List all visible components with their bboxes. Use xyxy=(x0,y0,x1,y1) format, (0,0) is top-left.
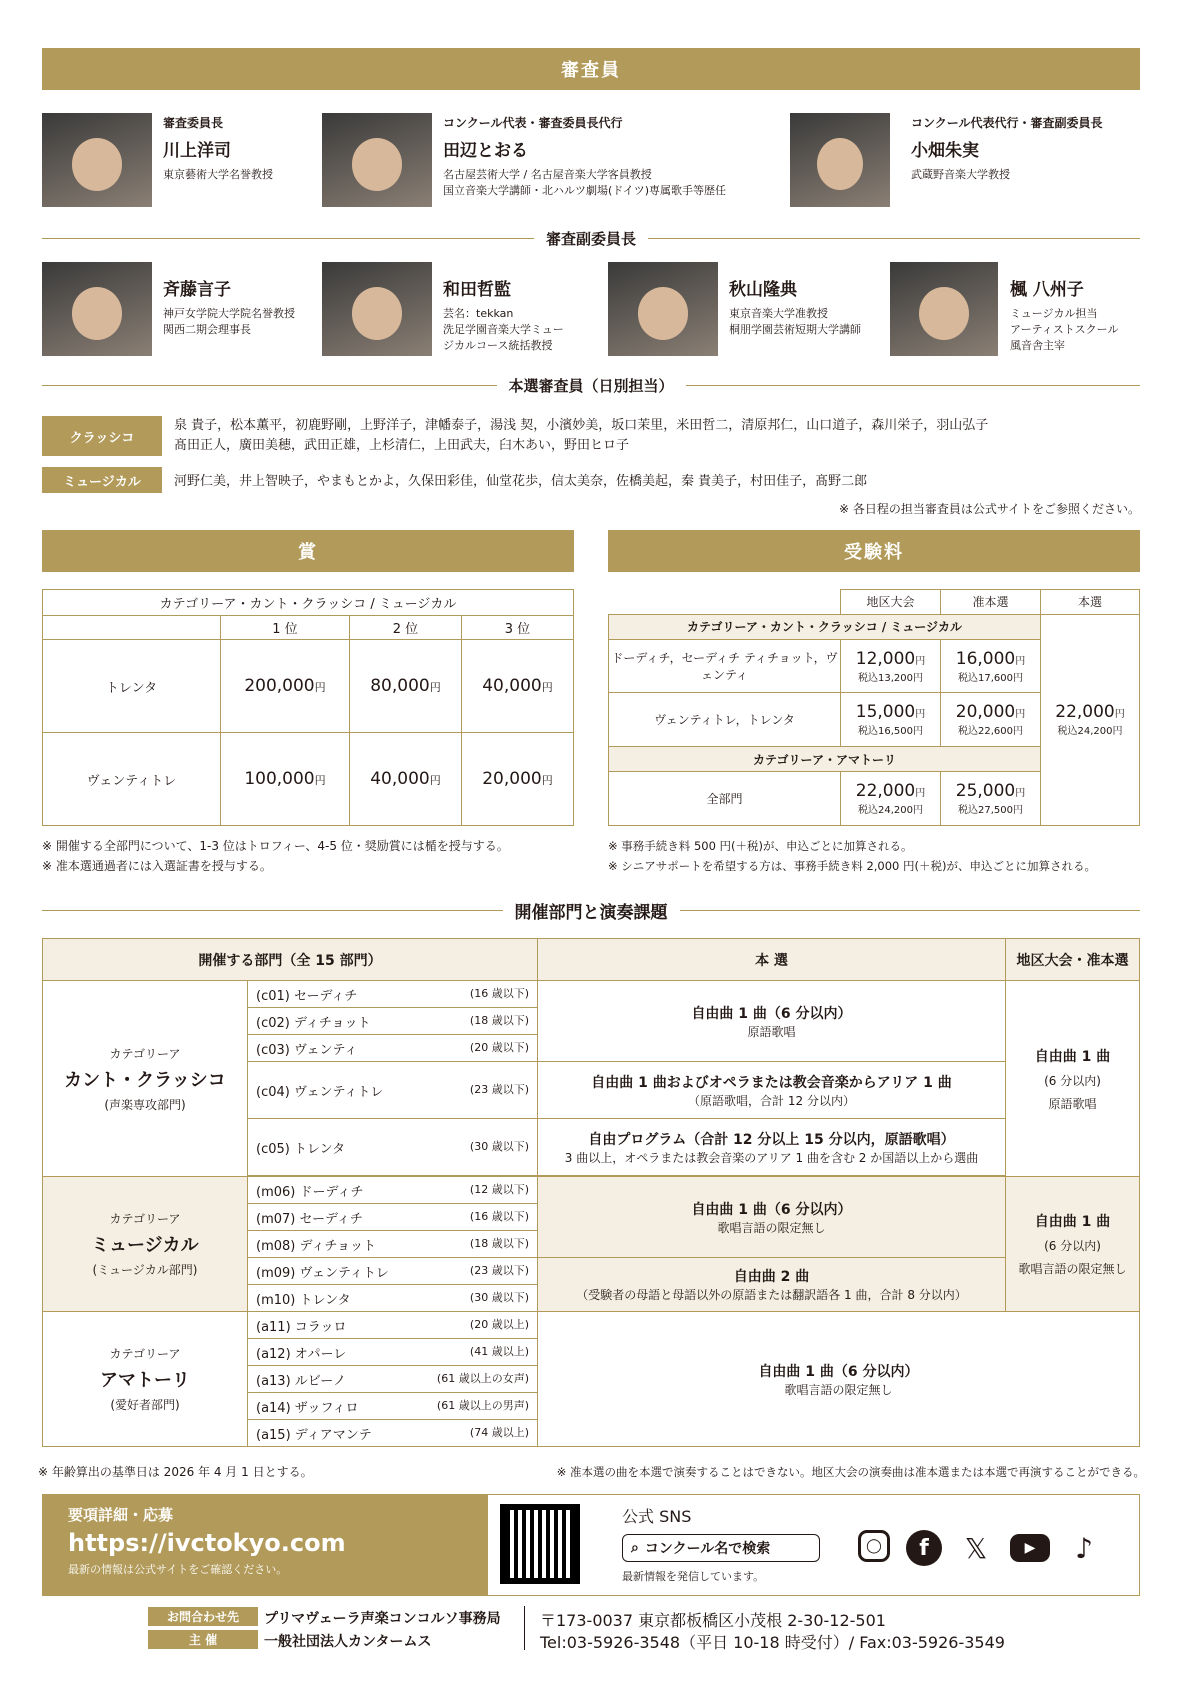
division-code: (m08) ディチョット xyxy=(256,1238,377,1254)
final-task-1 xyxy=(538,981,1006,1062)
judge-role: コンクール代表代行・審査副委員長 xyxy=(911,116,1103,130)
judge-desc: 桐朋学園芸術短期大学講師 xyxy=(729,323,861,336)
sns-label: 公式 SNS xyxy=(622,1507,692,1526)
division-age: (41 歳以上) xyxy=(469,1344,529,1358)
fee-title-bar xyxy=(608,530,1140,572)
cat-name: ミュージカル xyxy=(91,1235,199,1256)
judge-2 xyxy=(443,114,773,199)
cat-sub: (ミュージカル部門) xyxy=(92,1263,198,1277)
division-age: (30 歳以下) xyxy=(469,1139,529,1153)
division-age: (18 歳以下) xyxy=(469,1236,529,1250)
division-age: (20 歳以下) xyxy=(469,1040,529,1054)
fee-tax: 税込22,600円 xyxy=(958,726,1023,738)
prize-row-label: トレンタ xyxy=(43,640,221,733)
divisions-title: 開催部門と演奏課題 xyxy=(514,903,668,923)
fee-tax: 税込13,200円 xyxy=(858,672,923,684)
fee-cat-1: カテゴリーア・カント・クラッシコ / ミュージカル xyxy=(609,614,1041,639)
division-code: (c04) ヴェンティトレ xyxy=(256,1084,384,1100)
contact-name: プリマヴェーラ声楽コンコルソ事務局 xyxy=(264,1611,501,1627)
musical-tag: ミュージカル xyxy=(42,467,162,493)
judge-photo-3 xyxy=(790,113,890,207)
prize-head-3: 3 位 xyxy=(461,616,573,640)
fee-head-1: 地区大会 xyxy=(841,590,941,615)
divisions-divider xyxy=(42,898,1140,923)
musical-judges: 河野仁美，井上智映子，やまもとかよ，久保田彩佳，仙堂花歩，信太美奈，佐橋美起，秦 貴美子，村田佳子，髙野二郎 xyxy=(174,474,868,489)
fee-row-label: ドーディチ，セーディチ ティチョット，ヴェンティ xyxy=(609,639,841,693)
div-note-1: ※ 年齢算出の基準日は 2026 年 4 月 1 日とする。 xyxy=(38,1465,313,1479)
judge-3 xyxy=(911,114,1141,183)
division-code: (a15) ディアマンテ xyxy=(256,1427,372,1443)
fee-final: 22,000 xyxy=(1055,702,1115,723)
category-amatori xyxy=(43,1312,248,1447)
yen: 円 xyxy=(429,774,441,787)
judge-desc: 関西二期会理事長 xyxy=(163,323,251,336)
judge-name: 斉藤言子 xyxy=(163,280,231,300)
task-line: (6 分以内) xyxy=(1044,1239,1101,1253)
prize-value: 40,000 xyxy=(482,676,542,696)
division-age: (23 歳以下) xyxy=(469,1263,529,1277)
vice-judge-3 xyxy=(729,270,889,338)
yen: 円 xyxy=(915,709,926,721)
task-line: 原語歌唱 xyxy=(1048,1096,1097,1111)
prize-title: 賞 xyxy=(298,542,318,563)
judge-name: 田辺とおる xyxy=(443,141,528,161)
division-item xyxy=(248,1258,538,1285)
division-code: (c05) トレンタ xyxy=(256,1141,346,1157)
prize-value: 40,000 xyxy=(370,769,430,789)
classico-judges xyxy=(174,416,1140,456)
final-task-4 xyxy=(538,1177,1006,1258)
judge-name: 和田哲監 xyxy=(443,280,511,300)
cat-name: カント・クラッシコ xyxy=(64,1069,226,1091)
yen: 円 xyxy=(1114,709,1125,721)
division-item xyxy=(248,1285,538,1312)
fee-row-label: 全部門 xyxy=(609,772,841,826)
x-icon[interactable]: 𝕏 xyxy=(964,1531,988,1565)
division-code: (a14) ザッフィロ xyxy=(256,1400,359,1416)
prize-value: 100,000 xyxy=(244,769,315,789)
division-code: (c01) セーディチ xyxy=(256,988,358,1004)
task-line: 自由曲 1 曲（6 分以内） xyxy=(691,1201,852,1218)
task-line: 3 曲以上，オペラまたは教会音楽のアリア 1 曲を含む 2 か国語以上から選曲 xyxy=(564,1150,979,1165)
vice-judge-2 xyxy=(443,270,593,354)
classico-tag: クラッシコ xyxy=(42,416,162,456)
vice-judge-1 xyxy=(163,270,313,338)
judge-photo-2 xyxy=(322,113,432,207)
judge-name: 秋山隆典 xyxy=(729,280,797,300)
fee-row-label: ヴェンティトレ，トレンタ xyxy=(609,693,841,747)
prize-note: ※ 開催する全部門について、1-3 位はトロフィー、4-5 位・奨励賞には楯を授与する。 xyxy=(42,839,509,853)
prize-head-2: 2 位 xyxy=(349,616,461,640)
youtube-icon[interactable]: ▶ xyxy=(1010,1534,1050,1562)
judge-desc: アーティストスクール xyxy=(1010,323,1119,336)
yen: 円 xyxy=(314,681,326,694)
judge-desc: 国立音楽大学講師・北ハルツ劇場(ドイツ)専属歌手等歴任 xyxy=(443,184,727,197)
division-item xyxy=(248,1231,538,1258)
prize-value: 20,000 xyxy=(482,769,542,789)
div-head-3: 地区大会・准本選 xyxy=(1006,939,1140,981)
division-age: (23 歳以下) xyxy=(469,1082,529,1096)
division-age: (18 歳以下) xyxy=(469,1013,529,1027)
fee-cat-2: カテゴリーア・アマトーリ xyxy=(609,747,1041,772)
task-line: (6 分以内) xyxy=(1044,1073,1101,1088)
division-item xyxy=(248,1008,538,1035)
cat-prefix: カテゴリーア xyxy=(109,1212,181,1226)
judge-desc: ジカルコース統括教授 xyxy=(443,339,553,352)
vice-title: 審査副委員長 xyxy=(546,230,637,248)
fee-tax: 税込16,500円 xyxy=(858,726,923,738)
fee-note: ※ シニアサポートを希望する方は、事務手続き料 2,000 円(＋税)が、申込ごとに加算される。 xyxy=(608,859,1096,873)
task-line: 歌唱言語の限定無し xyxy=(717,1220,826,1235)
vice-photo-3 xyxy=(608,262,718,356)
judge-role: 審査委員長 xyxy=(163,116,224,130)
search-text: コンクール名で検索 xyxy=(644,1541,771,1557)
division-age: (61 歳以上の男声) xyxy=(436,1398,529,1412)
apply-label: 要項詳細・応募 xyxy=(68,1506,174,1524)
judge-desc: 武蔵野音楽大学教授 xyxy=(911,168,1010,181)
fee-table xyxy=(608,589,1140,826)
prize-value: 200,000 xyxy=(244,676,315,696)
task-line: 自由曲 2 曲 xyxy=(733,1269,810,1285)
daily-divider xyxy=(42,375,1140,396)
division-item xyxy=(248,1119,538,1176)
judges-title-bar xyxy=(42,48,1140,90)
sns-note: 最新情報を発信しています。 xyxy=(622,1570,765,1583)
fee-value: 15,000 xyxy=(855,702,916,723)
judge-desc: 東京音楽大学准教授 xyxy=(729,307,828,320)
divisions-table xyxy=(42,938,1140,1447)
yen: 円 xyxy=(429,681,441,694)
cat-prefix: カテゴリーア xyxy=(109,1347,181,1361)
fee-title: 受験料 xyxy=(844,542,904,563)
fee-tax: 税込17,600円 xyxy=(958,672,1023,684)
division-code: (m07) セーディチ xyxy=(256,1211,363,1227)
sns-icons xyxy=(858,1530,1102,1566)
division-age: (16 歳以下) xyxy=(469,986,529,1000)
judge-desc: 神戸女学院大学院名誉教授 xyxy=(163,307,295,320)
div-head-2: 本 選 xyxy=(538,939,1006,981)
search-icon: ⌕ xyxy=(631,1540,639,1556)
tiktok-icon[interactable]: ♪ xyxy=(1075,1531,1093,1565)
judge-1 xyxy=(163,114,313,183)
footer-divider xyxy=(524,1606,525,1650)
task-line: 自由曲 1 曲 xyxy=(1034,1214,1111,1230)
classico-line-2: 髙田正人，廣田美穂，武田正雄，上杉清仁，上田武夫，臼木あい，野田ヒロ子 xyxy=(174,438,630,453)
judge-desc: 風音舎主宰 xyxy=(1010,339,1065,352)
category-musical xyxy=(43,1177,248,1312)
division-item xyxy=(248,1035,538,1062)
fee-value: 22,000 xyxy=(855,781,916,802)
fee-head-2: 准本選 xyxy=(941,590,1041,615)
yen: 円 xyxy=(314,774,326,787)
final-task-3 xyxy=(538,1119,1006,1176)
fee-value: 20,000 xyxy=(955,702,1016,723)
division-item xyxy=(248,1204,538,1231)
division-code: (c03) ヴェンティ xyxy=(256,1042,358,1058)
prize-head-1: 1 位 xyxy=(221,616,350,640)
fee-value: 12,000 xyxy=(855,648,916,669)
fee-note: ※ 事務手続き料 500 円(＋税)が、申込ごとに加算される。 xyxy=(608,839,913,853)
div-head-1: 開催する部門（全 15 部門） xyxy=(43,939,538,981)
vice-photo-2 xyxy=(322,262,432,356)
final-task-6 xyxy=(538,1312,1140,1447)
division-age: (61 歳以上の女声) xyxy=(436,1371,529,1385)
division-age: (20 歳以上) xyxy=(469,1317,529,1331)
judge-desc: 東京藝術大学名誉教授 xyxy=(163,168,273,181)
daily-note: ※ 各日程の担当審査員は公式サイトをご参照ください。 xyxy=(838,502,1140,516)
division-item xyxy=(248,1177,538,1204)
judge-name: 川上洋司 xyxy=(163,141,231,161)
division-item xyxy=(248,1312,538,1339)
yen: 円 xyxy=(915,788,926,800)
task-line: 自由プログラム（合計 12 分以上 15 分以内，原語歌唱） xyxy=(588,1131,955,1148)
judge-desc: 芸名：tekkan xyxy=(443,307,514,320)
yen: 円 xyxy=(1015,788,1026,800)
division-age: (12 歳以下) xyxy=(469,1182,529,1196)
host-tag: 主 催 xyxy=(148,1630,258,1649)
cat-sub: (愛好者部門) xyxy=(110,1398,180,1412)
div-note-2: ※ 准本選の曲を本選で演奏することはできない。地区大会の演奏曲は准本選または本選で再演することができる。 xyxy=(556,1465,1145,1479)
category-classico xyxy=(43,981,248,1177)
task-line: 歌唱言語の限定無し xyxy=(1018,1262,1127,1276)
host-name: 一般社団法人カンタームス xyxy=(264,1634,432,1650)
division-code: (a13) ルビーノ xyxy=(256,1373,347,1389)
yen: 円 xyxy=(541,681,553,694)
division-item xyxy=(248,1393,538,1420)
task-line: 自由曲 1 曲（6 分以内） xyxy=(758,1363,919,1380)
qr-code[interactable] xyxy=(500,1504,580,1584)
division-item xyxy=(248,1420,538,1447)
prize-category: カテゴリーア・カント・クラッシコ / ミュージカル xyxy=(43,590,574,616)
vice-photo-1 xyxy=(42,262,152,356)
division-code: (a12) オパーレ xyxy=(256,1346,347,1362)
fee-head-3: 本選 xyxy=(1041,590,1140,615)
division-code: (m06) ドーディチ xyxy=(256,1184,364,1200)
vice-divider xyxy=(42,228,1140,249)
fee-tax: 税込24,200円 xyxy=(858,805,923,817)
task-line: 歌唱言語の限定無し xyxy=(784,1382,893,1397)
yen: 円 xyxy=(1015,655,1026,667)
judge-photo-1 xyxy=(42,113,152,207)
cat-name: アマトーリ xyxy=(100,1370,190,1391)
division-age: (16 歳以下) xyxy=(469,1209,529,1223)
final-task-2 xyxy=(538,1062,1006,1119)
classico-line-1: 泉 貴子，松本薫平，初鹿野剛，上野洋子，津幡泰子，湯浅 契，小濱妙美，坂口茉里，米田哲二，清原邦仁，山口道子，森川栄子，羽山弘子 xyxy=(174,418,989,433)
judges-title: 審査員 xyxy=(561,60,621,81)
prize-note: ※ 准本選通過者には入選証書を授与する。 xyxy=(42,859,272,873)
district-task-1 xyxy=(1006,981,1140,1177)
final-task-5 xyxy=(538,1258,1006,1312)
cat-prefix: カテゴリーア xyxy=(109,1046,181,1061)
prize-notes xyxy=(42,836,602,876)
task-line: （原語歌唱，合計 12 分以内） xyxy=(688,1093,855,1108)
judge-name: 小畑朱実 xyxy=(911,141,979,161)
apply-panel xyxy=(42,1494,488,1596)
division-code: (c02) ディチョット xyxy=(256,1015,371,1031)
vice-judge-4 xyxy=(1010,270,1140,354)
url-note: 最新の情報は公式サイトをご確認ください。 xyxy=(68,1563,288,1576)
division-age: (30 歳以下) xyxy=(469,1290,529,1304)
judge-desc: ミュージカル担当 xyxy=(1010,307,1098,320)
fee-tax: 税込27,500円 xyxy=(958,805,1023,817)
search-box[interactable] xyxy=(622,1534,820,1562)
division-item xyxy=(248,1339,538,1366)
judge-name: 楓 八州子 xyxy=(1010,280,1084,300)
prize-value: 80,000 xyxy=(370,676,430,696)
site-url[interactable]: https://ivctokyo.com xyxy=(68,1529,346,1557)
yen: 円 xyxy=(541,774,553,787)
yen: 円 xyxy=(915,655,926,667)
task-line: 自由曲 1 曲およびオペラまたは教会音楽からアリア 1 曲 xyxy=(591,1074,952,1091)
task-line: 自由曲 1 曲（6 分以内） xyxy=(691,1005,852,1022)
division-code: (m09) ヴェンティトレ xyxy=(256,1265,389,1281)
division-code: (a11) コラッロ xyxy=(256,1319,347,1335)
instagram-icon[interactable]: ◯ xyxy=(858,1530,890,1562)
fee-value: 16,000 xyxy=(955,648,1016,669)
division-code: (m10) トレンタ xyxy=(256,1292,351,1308)
fee-notes xyxy=(608,836,1168,876)
facebook-icon[interactable]: f xyxy=(906,1530,942,1566)
task-line: （受験者の母語と母語以外の原語または翻訳語各 1 曲，合計 8 分以内） xyxy=(576,1288,967,1302)
division-item xyxy=(248,981,538,1008)
yen: 円 xyxy=(1015,709,1026,721)
judge-desc: 名古屋芸術大学 / 名古屋音楽大学客員教授 xyxy=(443,168,652,181)
fee-final-tax: 税込24,200円 xyxy=(1057,726,1123,738)
district-task-2 xyxy=(1006,1177,1140,1312)
division-item xyxy=(248,1062,538,1119)
judge-desc: 洗足学園音楽大学ミュー xyxy=(443,323,564,336)
fee-value: 25,000 xyxy=(955,781,1016,802)
daily-title: 本選審査員（日別担当） xyxy=(508,377,674,395)
prize-title-bar xyxy=(42,530,574,572)
task-line: 原語歌唱 xyxy=(747,1024,796,1039)
cat-sub: (声楽専攻部門) xyxy=(104,1097,186,1112)
division-item xyxy=(248,1366,538,1393)
division-age: (74 歳以上) xyxy=(469,1425,529,1439)
vice-photo-4 xyxy=(890,262,998,356)
address: 〒173-0037 東京都板橋区小茂根 2-30-12-501 xyxy=(540,1611,886,1630)
contact-tag: お問合わせ先 xyxy=(148,1607,258,1626)
tel-fax: Tel:03-5926-3548（平日 10-18 時受付）/ Fax:03-5926-3549 xyxy=(540,1633,1005,1652)
task-line: 自由曲 1 曲 xyxy=(1034,1048,1111,1065)
judge-role: コンクール代表・審査委員長代行 xyxy=(443,116,623,130)
prize-table xyxy=(42,589,574,826)
prize-row-label: ヴェンティトレ xyxy=(43,733,221,826)
